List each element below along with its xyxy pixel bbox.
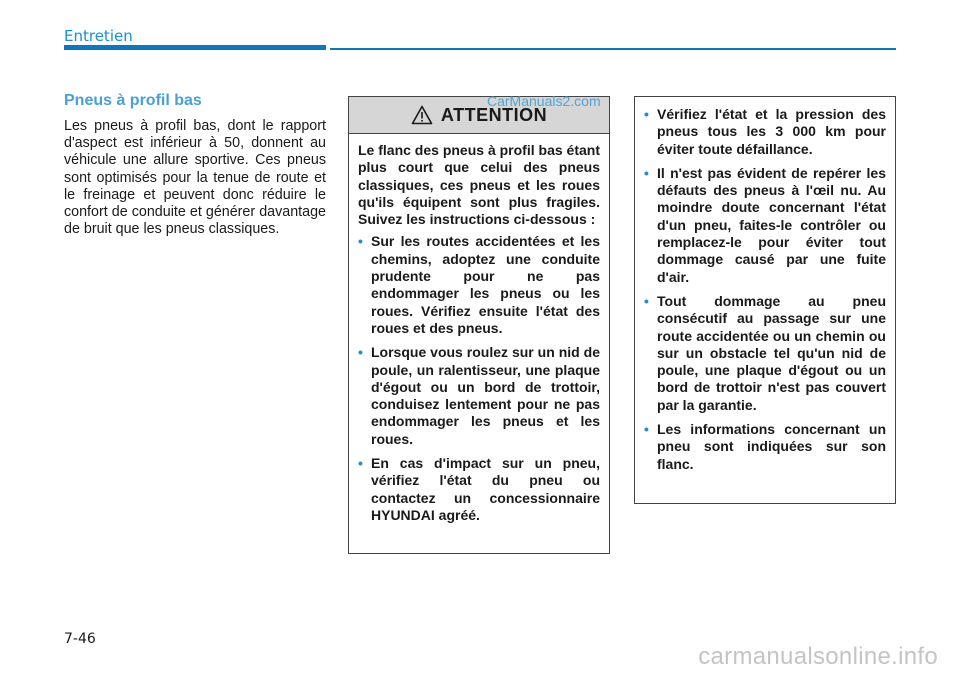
section-title: Entretien xyxy=(64,27,133,45)
footer-site-watermark: carmanualsonline.info xyxy=(698,643,938,670)
list-item xyxy=(644,421,886,473)
list-item-text: Vérifiez l'état et la pression des pneus tous les 3 000 km pour éviter toute défaillance. xyxy=(657,106,886,157)
continued-warning-box xyxy=(634,96,896,504)
left-column xyxy=(64,92,326,238)
bullet-dot: • xyxy=(358,233,363,250)
list-item xyxy=(358,455,600,524)
subheading: Pneus à profil bas xyxy=(64,92,202,109)
bullet-dot: • xyxy=(644,292,649,309)
warning-box xyxy=(348,96,610,554)
bullet-dot: • xyxy=(358,455,363,472)
header-rule-thin xyxy=(330,48,896,50)
page-number: 7-46 xyxy=(64,631,96,647)
list-item xyxy=(644,106,886,158)
bullet-dot: • xyxy=(644,164,649,181)
list-item-text: Les informations concernant un pneu sont indiquées sur son flanc. xyxy=(657,421,886,472)
list-item xyxy=(644,165,886,286)
list-item xyxy=(358,344,600,448)
list-item-text: Lorsque vous roulez sur un nid de poule, un ralentisseur, une plaque d'égout ou un bord de trottoir, conduisez lentement pour ne pas endommager les pneus et les roues. xyxy=(371,344,600,447)
bullet-dot: • xyxy=(644,106,649,122)
list-item-text: Sur les routes accidentées et les chemins, adoptez une conduite prudente pour ne pas endommager les pneus ou les roues. Vérifiez ensuite l'état des roues et des pneus. xyxy=(371,233,600,336)
list-item-text: En cas d'impact sur un pneu, vérifiez l'état du pneu ou contactez un concessionnaire HYUNDAI agréé. xyxy=(371,455,600,523)
warning-triangle-icon xyxy=(411,105,433,125)
warning-content xyxy=(349,134,609,524)
continued-bullets xyxy=(644,106,886,473)
bullet-dot: • xyxy=(644,421,649,438)
warning-intro: Le flanc des pneus à profil bas étant plus court que celui des pneus classiques, ces pneus et les roues qu'ils équipent sont plus fragiles. Suivez les instructions ci-dessous : xyxy=(358,142,600,228)
list-item xyxy=(644,293,886,414)
warning-bullets xyxy=(358,233,600,524)
header-rule-thick xyxy=(64,45,326,50)
watermark: CarManuals2.com xyxy=(487,93,601,109)
list-item-text: Tout dommage au pneu consécutif au passage sur une route accidentée ou un chemin ou sur un obstacle tel qu'un nid de poule, une plaque d'égout ou un bord de trottoir n'est pas couvert par la garantie. xyxy=(657,292,886,413)
list-item xyxy=(358,233,600,337)
warning-title: ATTENTION xyxy=(440,104,548,125)
list-item-text: Il n'est pas évident de repérer les défauts des pneus à l'œil nu. Au moindre doute concernant l'état d'un pneu, faites-le contrôler ou remplacez-le pour éviter tout dommage causé par une fuite d'air. xyxy=(657,164,886,285)
bullet-dot: • xyxy=(358,344,363,361)
body-paragraph: Les pneus à profil bas, dont le rapport d'aspect est inférieur à 50, donnent au véhicule une allure sportive. Ces pneus sont optimisés pour la tenue de route et le freinage et peuvent donc réduire le confort de conduite et générer davantage de bruit que les pneus classiques. xyxy=(64,118,326,238)
